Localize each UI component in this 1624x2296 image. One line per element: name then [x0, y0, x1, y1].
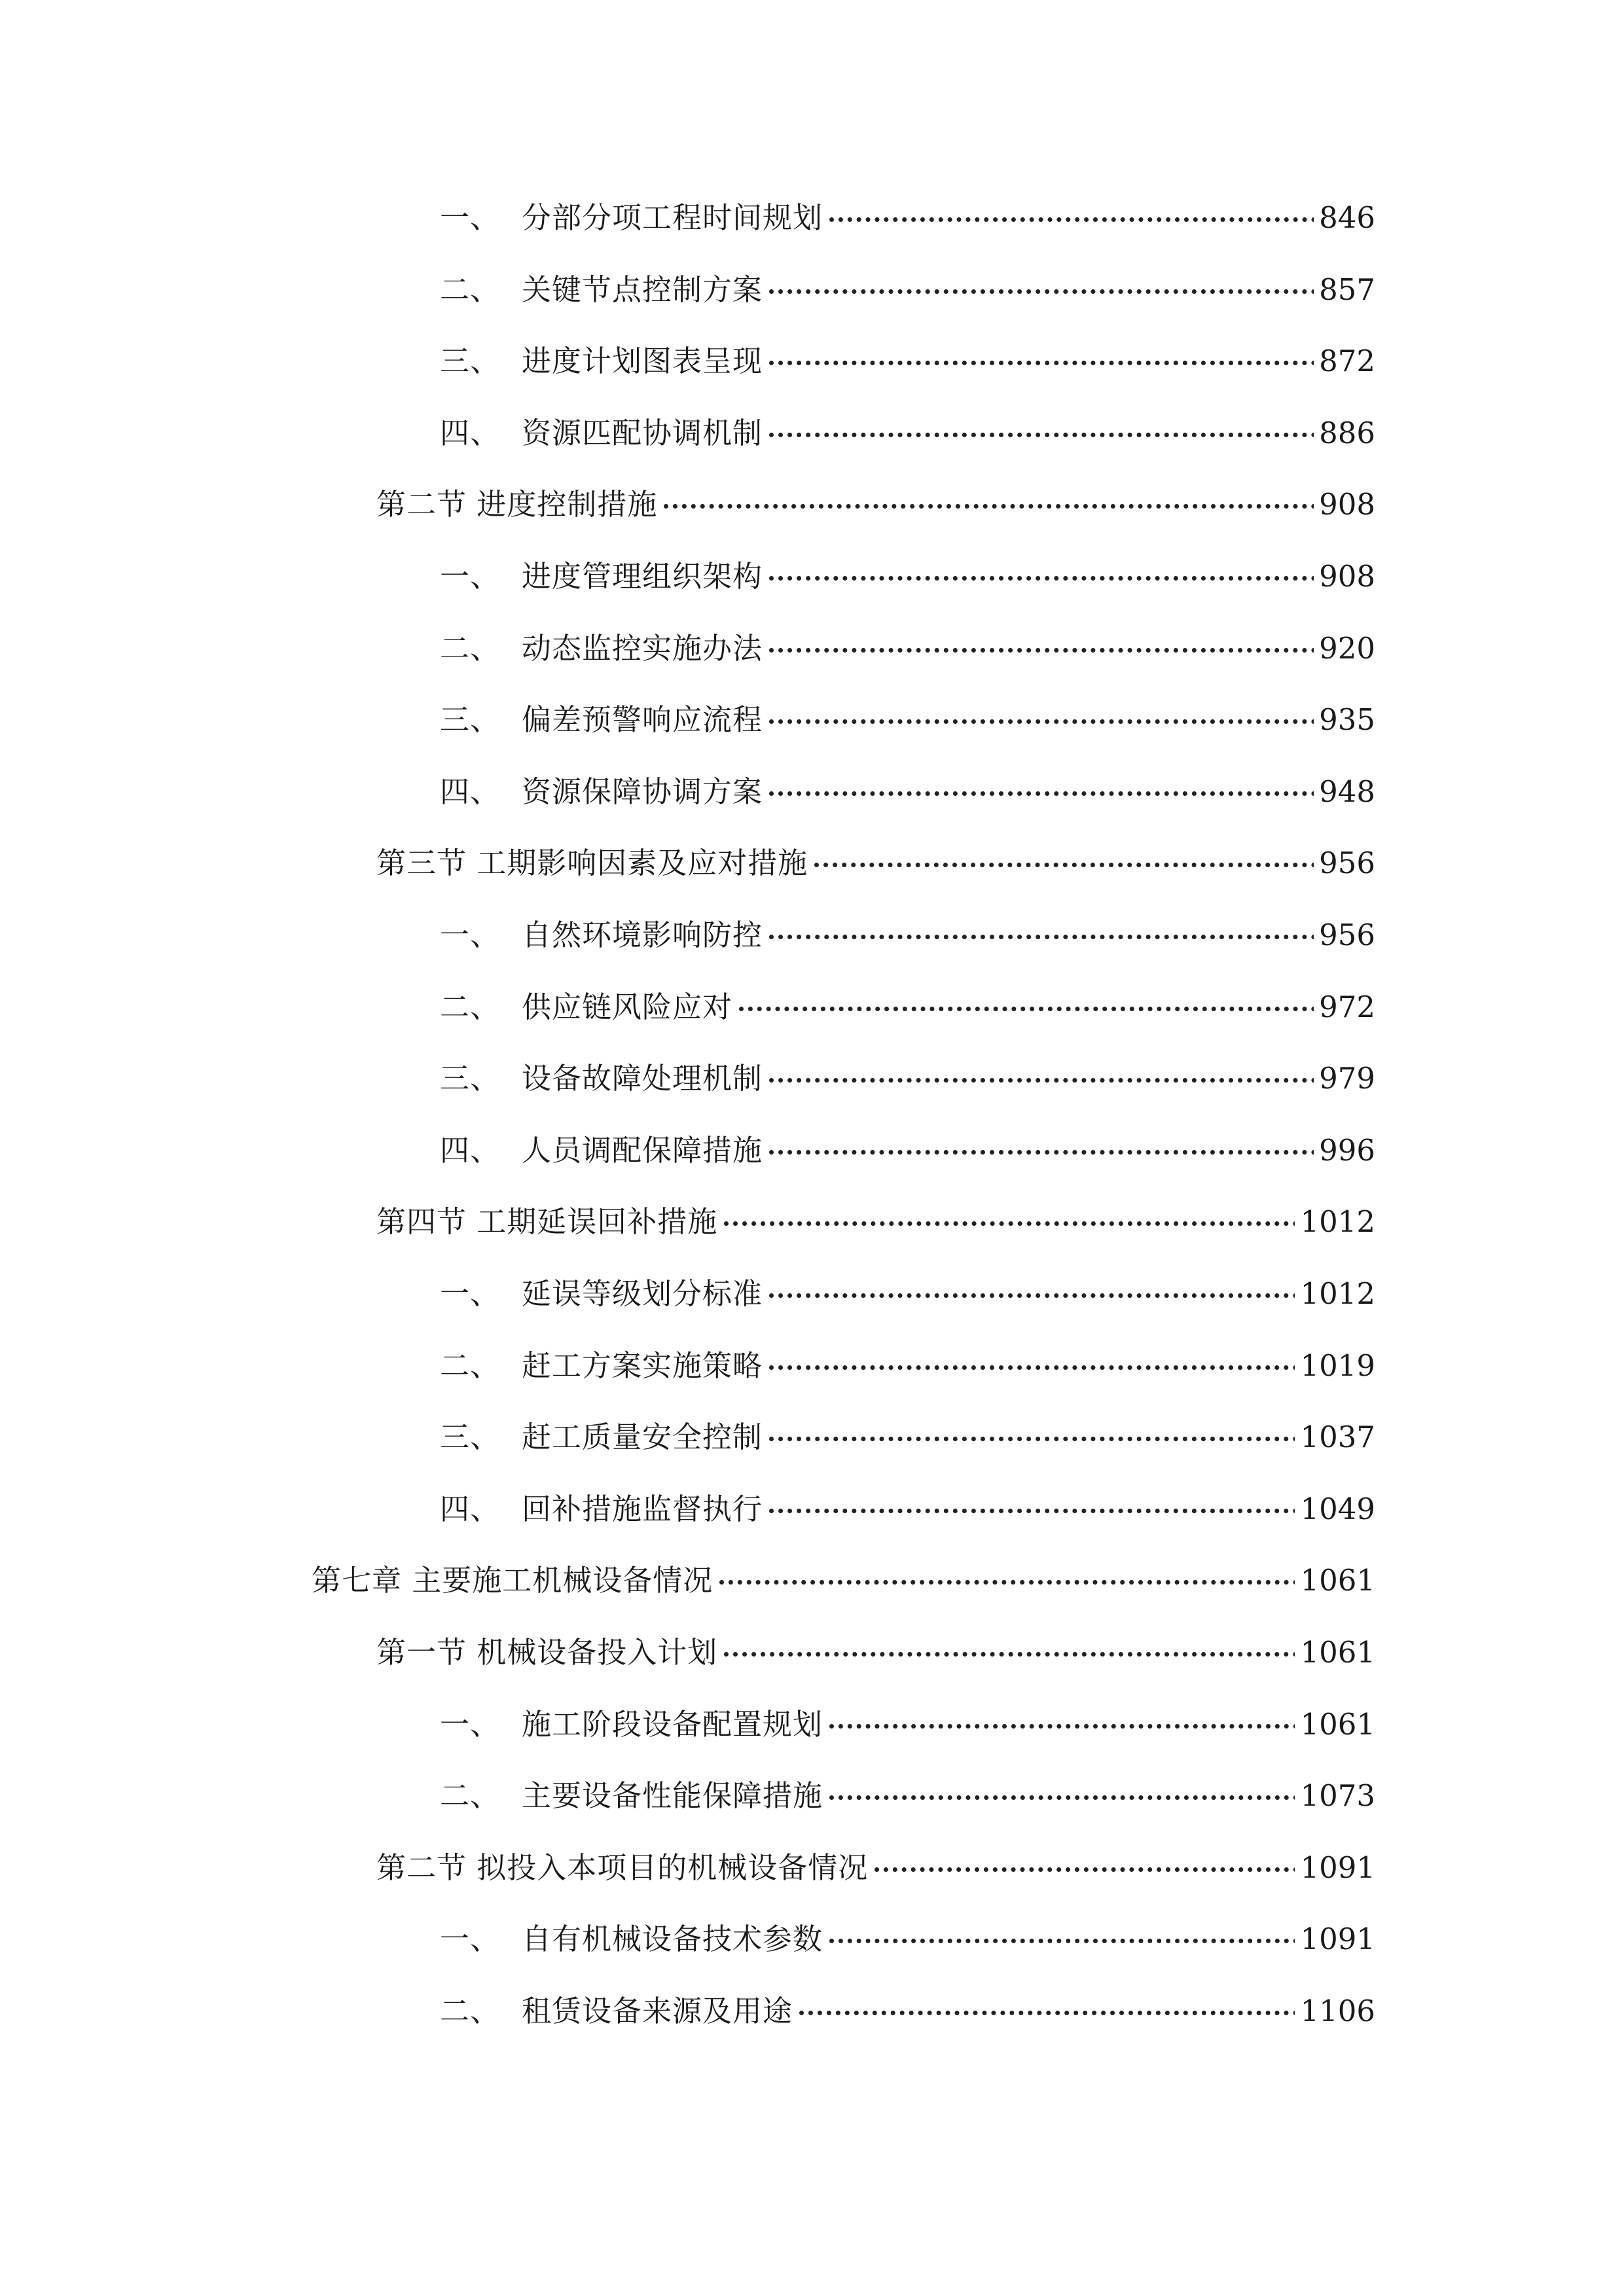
- toc-entry[interactable]: [0, 195, 1624, 241]
- toc-entry-title: [376, 1630, 721, 1676]
- toc-entry-title: [440, 626, 767, 672]
- toc-entry-page-number: 1061: [1295, 1702, 1375, 1748]
- toc-leader-dots: [829, 209, 1316, 222]
- toc-entry-title: [312, 1558, 717, 1604]
- toc-entry-label: 第一节 机械设备投入计划: [376, 1635, 718, 1670]
- toc-entry-number: 三、: [440, 1061, 501, 1096]
- toc-entry-number: 一、: [440, 1276, 501, 1311]
- toc-entry-title: [440, 1916, 827, 1962]
- toc-entry-label: 赶工方案实施策略: [522, 1348, 763, 1383]
- toc-entry[interactable]: [0, 410, 1624, 456]
- toc-entry[interactable]: [0, 267, 1624, 313]
- toc-leader-dots: [769, 640, 1316, 653]
- toc-entry-label: 供应链风险应对: [522, 990, 733, 1024]
- toc-entry-label: 第七章 主要施工机械设备情况: [312, 1563, 713, 1598]
- toc-entry-page-number: 846: [1314, 195, 1375, 241]
- toc-leader-dots: [829, 1716, 1316, 1729]
- toc-leader-dots: [769, 1429, 1316, 1441]
- toc-leader-dots: [769, 281, 1316, 294]
- toc-entry-number: 一、: [440, 918, 501, 952]
- toc-entry-page-number: 1106: [1295, 1988, 1375, 2034]
- toc-leader-dots: [769, 425, 1316, 437]
- toc-entry[interactable]: [0, 1558, 1624, 1604]
- toc-entry-title: [440, 984, 736, 1030]
- toc-entry[interactable]: [0, 769, 1624, 815]
- toc-leader-dots: [769, 1501, 1316, 1513]
- toc-leader-dots: [799, 2003, 1316, 2015]
- toc-entry-title: [376, 840, 812, 886]
- toc-entry[interactable]: [0, 1128, 1624, 1174]
- toc-entry-title: [440, 1343, 767, 1389]
- toc-entry[interactable]: [0, 482, 1624, 528]
- toc-entry-page-number: 1091: [1295, 1916, 1375, 1962]
- toc-entry-page-number: 996: [1314, 1128, 1375, 1174]
- toc-entry[interactable]: [0, 1414, 1624, 1460]
- toc-entry-number: 一、: [440, 1922, 501, 1956]
- toc-entry-title: [440, 410, 767, 456]
- toc-entry[interactable]: [0, 1845, 1624, 1891]
- toc-entry-label: 分部分项工程时间规划: [522, 200, 823, 235]
- toc-entry-title: [440, 1988, 797, 2034]
- toc-entry-number: 四、: [440, 416, 501, 450]
- toc-entry[interactable]: [0, 697, 1624, 743]
- toc-entry-label: 设备故障处理机制: [522, 1061, 763, 1096]
- toc-entry-number: 二、: [440, 990, 501, 1024]
- toc-leader-dots: [739, 999, 1316, 1011]
- toc-entry-title: [440, 267, 767, 313]
- toc-entry[interactable]: [0, 626, 1624, 672]
- toc-entry-title: [440, 1773, 827, 1819]
- toc-entry-page-number: 920: [1314, 626, 1375, 672]
- toc-entry-page-number: 1012: [1295, 1271, 1375, 1317]
- toc-entry-page-number: 948: [1314, 769, 1375, 815]
- toc-entry[interactable]: [0, 338, 1624, 384]
- toc-entry-label: 自然环境影响防控: [522, 918, 763, 952]
- toc-entry-page-number: 1012: [1295, 1199, 1375, 1245]
- toc-leader-dots: [664, 496, 1316, 509]
- toc-entry-label: 主要设备性能保障措施: [522, 1778, 823, 1813]
- toc-entry-page-number: 908: [1314, 482, 1375, 528]
- toc-entry[interactable]: [0, 1343, 1624, 1389]
- toc-entry-number: 四、: [440, 1133, 501, 1168]
- toc-leader-dots: [814, 855, 1316, 867]
- toc-entry-page-number: 1049: [1295, 1486, 1375, 1532]
- toc-entry[interactable]: [0, 1773, 1624, 1819]
- toc-entry-number: 二、: [440, 1778, 501, 1813]
- toc-entry-page-number: 935: [1314, 697, 1375, 743]
- toc-entry-title: [440, 912, 767, 958]
- toc-entry-label: 回补措施监督执行: [522, 1492, 763, 1526]
- toc-entry-title: [440, 554, 767, 600]
- toc-entry-label: 偏差预警响应流程: [522, 702, 763, 737]
- toc-entry-title: [376, 1199, 721, 1245]
- toc-entry[interactable]: [0, 1486, 1624, 1532]
- toc-entry-page-number: 956: [1314, 912, 1375, 958]
- toc-entry-number: 三、: [440, 344, 501, 378]
- toc-entry-page-number: 979: [1314, 1056, 1375, 1102]
- toc-entry-page-number: 908: [1314, 554, 1375, 600]
- toc-leader-dots: [724, 1644, 1316, 1657]
- toc-entry-label: 赶工质量安全控制: [522, 1420, 763, 1454]
- toc-entry-label: 进度管理组织架构: [522, 559, 763, 594]
- toc-entry-number: 四、: [440, 774, 501, 809]
- toc-entry-title: [440, 697, 767, 743]
- toc-entry-label: 关键节点控制方案: [522, 272, 763, 307]
- toc-entry-title: [376, 1845, 872, 1891]
- toc-entry-number: 二、: [440, 272, 501, 307]
- toc-entry-page-number: 1091: [1295, 1845, 1375, 1891]
- toc-leader-dots: [769, 711, 1316, 724]
- toc-entry-label: 进度计划图表呈现: [522, 344, 763, 378]
- toc-entry-title: [440, 1486, 767, 1532]
- toc-entry-label: 自有机械设备技术参数: [522, 1922, 823, 1956]
- toc-entry-title: [440, 1414, 767, 1460]
- toc-entry[interactable]: [0, 1056, 1624, 1102]
- toc-entry-label: 第三节 工期影响因素及应对措施: [376, 846, 808, 880]
- toc-entry-number: 一、: [440, 1707, 501, 1742]
- toc-leader-dots: [724, 1213, 1316, 1226]
- toc-entry-title: [440, 1271, 767, 1317]
- toc-entry-number: 一、: [440, 200, 501, 235]
- toc-entry-page-number: 1061: [1295, 1558, 1375, 1604]
- toc-entry-title: [440, 769, 767, 815]
- toc-entry-number: 一、: [440, 559, 501, 594]
- toc-entry-page-number: 956: [1314, 840, 1375, 886]
- toc-entry-page-number: 1019: [1295, 1343, 1375, 1389]
- toc-entry-label: 资源保障协调方案: [522, 774, 763, 809]
- toc-leader-dots: [769, 1285, 1316, 1298]
- toc-entry-page-number: 886: [1314, 410, 1375, 456]
- toc-entry-title: [440, 338, 767, 384]
- toc-entry-title: [440, 1128, 767, 1174]
- toc-entry[interactable]: [0, 1916, 1624, 1962]
- toc-leader-dots: [769, 783, 1316, 796]
- toc-entry[interactable]: [0, 1702, 1624, 1748]
- toc-leader-dots: [769, 353, 1316, 365]
- toc-leader-dots: [769, 568, 1316, 581]
- toc-entry-title: [440, 195, 827, 241]
- toc-leader-dots: [875, 1859, 1316, 1872]
- toc-leader-dots: [769, 1142, 1316, 1155]
- toc-entry[interactable]: [0, 1630, 1624, 1676]
- toc-entry[interactable]: [0, 1988, 1624, 2034]
- toc-entry-label: 施工阶段设备配置规划: [522, 1707, 823, 1742]
- toc-leader-dots: [769, 1070, 1316, 1083]
- toc-entry-page-number: 972: [1314, 984, 1375, 1030]
- toc-leader-dots: [829, 1931, 1316, 1943]
- toc-entry-label: 第四节 工期延误回补措施: [376, 1204, 718, 1239]
- toc-entry-number: 四、: [440, 1492, 501, 1526]
- toc-entry-number: 二、: [440, 1994, 501, 2028]
- toc-entry-title: [440, 1056, 767, 1102]
- toc-entry-page-number: 1037: [1295, 1414, 1375, 1460]
- toc-entry-number: 二、: [440, 631, 501, 666]
- toc-entry[interactable]: [0, 912, 1624, 958]
- toc-entry-label: 第二节 拟投入本项目的机械设备情况: [376, 1850, 869, 1885]
- toc-entry-title: [376, 482, 661, 528]
- toc-entry-title: [440, 1702, 827, 1748]
- toc-entry-page-number: 857: [1314, 267, 1375, 313]
- toc-entry-number: 三、: [440, 1420, 501, 1454]
- toc-entry[interactable]: [0, 1199, 1624, 1245]
- toc-leader-dots: [829, 1787, 1316, 1800]
- toc-entry[interactable]: [0, 554, 1624, 600]
- toc-leader-dots: [769, 927, 1316, 939]
- toc-entry-label: 租赁设备来源及用途: [522, 1994, 793, 2028]
- toc-entry-label: 延误等级划分标准: [522, 1276, 763, 1311]
- toc-entry-label: 第二节 进度控制措施: [376, 487, 658, 522]
- toc-entry-label: 动态监控实施办法: [522, 631, 763, 666]
- toc-entry-number: 三、: [440, 702, 501, 737]
- toc-entry-label: 人员调配保障措施: [522, 1133, 763, 1168]
- toc-entry[interactable]: [0, 840, 1624, 886]
- toc-leader-dots: [769, 1357, 1316, 1370]
- toc-entry-page-number: 1073: [1295, 1773, 1375, 1819]
- toc-entry-label: 资源匹配协调机制: [522, 416, 763, 450]
- toc-entry[interactable]: [0, 984, 1624, 1030]
- toc-entry-page-number: 1061: [1295, 1630, 1375, 1676]
- toc-entry-page-number: 872: [1314, 338, 1375, 384]
- toc-leader-dots: [719, 1572, 1316, 1585]
- toc-entry-number: 二、: [440, 1348, 501, 1383]
- toc-entry[interactable]: [0, 1271, 1624, 1317]
